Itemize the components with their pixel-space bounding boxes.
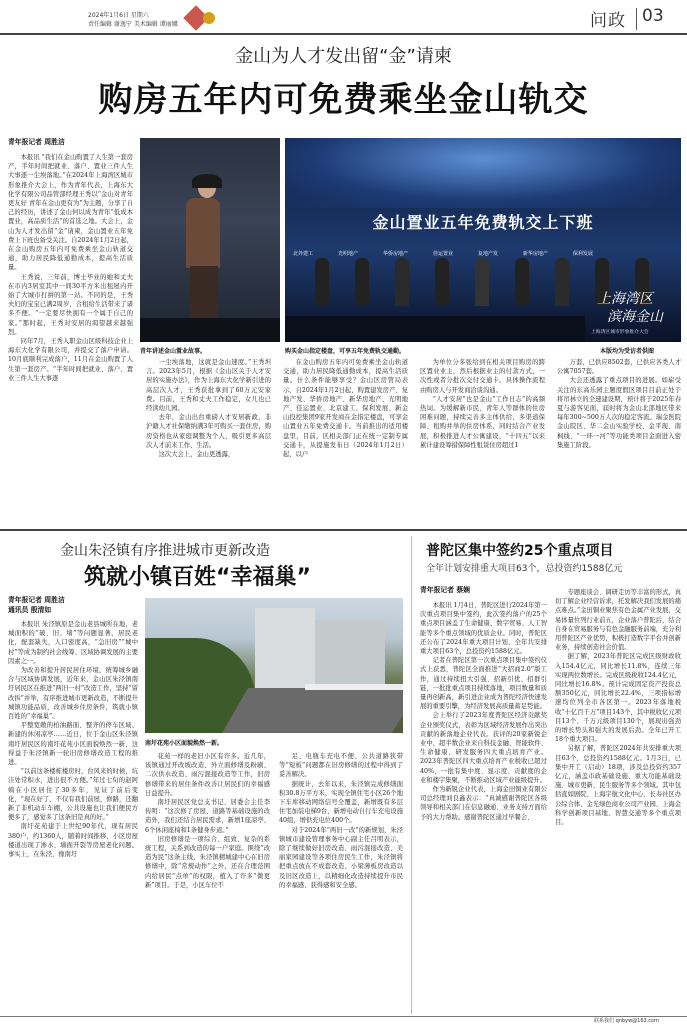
stage-label: 光明地产	[337, 251, 358, 257]
footer-rule	[0, 1016, 687, 1017]
stage-label: 保利发展	[572, 251, 593, 257]
lead-col-4: 为单位分多张给到在相关项目购房的跨区置业业主，然后根据业主的付款方式，一次性或者分批次交付交通卡。具体操作流程由购房人与开发商洽谈沟通。 “人才安居”也是金山“工作日志”的高频热词。为缓解新市民、青年人等群体的住房困难问题，持续完善多主体供给、多渠道保障、租购并举的住房体系，同时结合产业发展，积极推进人才公寓建设，“十四五”以来累计建设筹措保障性租赁住房超过1	[420, 359, 545, 449]
column-divider	[411, 536, 412, 1014]
lead-col-5: 万套，已供应8502套，已供应各类人才公寓7057套。 大会还透露了重点项目的进展。如崭受关注的东高乐园主题度假区项目目前正处于将吊林立的全速建设期，预计将于2025年春夏与游客见面，届时将为金山北部地区带来每年300~500万人次的稳定客流。瑞金医院金山院区、华二金山实验学校、金平现、南枫线、“一环一河”等功能类项目金面进入密集施工阶段。	[557, 359, 681, 449]
article2-col-4: 足、电瓶车充电不便、公共道路狭带等“短板”问题都在旧房修缮的过程中得到了妥善解决。 据统计，去年以来，朱泾镇完成修缮面积30.8万平方米，实现全镇住宅小区26个地下车库移动网络信号全覆盖，新增既有多层住宅加装电梯9台，新增电动自行车充电设施40组，增供充电位400个。 对于2024年“两旧一改”的新规划，朱泾镇城市建设管理事务中心副主任吕明表示，除了继续做好旧房改造、雨污混接改造、美丽家园建设等各项住房民生工作，朱泾镇将把重点放在不成套改造、小梁薄板房改造以及旧区改造上，以精细化改造持续提升市民的幸福感、获得感和安全感。	[279, 753, 403, 889]
article2-byline-2: 通讯员 殷清如	[8, 606, 52, 614]
photo-credit: 本版均为受访者供图	[600, 348, 655, 355]
article2-headline: 筑就小镇百姓“幸福巢”	[84, 565, 311, 590]
article2-kicker: 金山朱泾镇有序推进城市更新改造	[60, 543, 270, 559]
section-title: 问政	[590, 11, 626, 31]
section-rule	[0, 529, 687, 531]
photo-neighborhood-caption: 南圩花苑小区面貌焕然一新。	[145, 740, 224, 747]
article3-col-1: 本报讯 1月4日，普陀区进行2024年第一次重点项目集中签约，此次签约落户的25个重点项目涵盖了生命健康、数字贸易、人工智能等多个重点领域的优质企业。同时，普陀区还公布了2024年重大项目计划，全年共安排重大项目63个，总投资约1588亿元。 记者在普陀区第一次重点项目集中签约仪式上获悉，普陀区全面推进“大招商2.0”版工作，通过持续扭大引强、招新引优、招群引链，一批批重点项目持续落地，项目数量和质量再创新高，新引进企业成为普陀经济快速发展的重要引擎，为经济发展高质量蓄足势能。 会上举行了2023年度普陀区经济贡献奖企业颁奖仪式，表彰为区域经济发展作出突出贡献的新落地企业代表。获评的20家新锐企业中，超半数企业来自科技金融、智能软件、生命健康、研发服务四大重点培育产业。2023年普陀区四大重点培育产业税收已超过40%，一批有集中度、显示度、贡献度的企业和楼宇集聚，不断推动区域产业能级提升。 作为新锐企业代表，上海金田铜业有限公司总经理刘良鑫表示：“真诚感谢普陀区各级领导和相关部门在信息融通、业务支持方面给予的大力帮助。感谢普陀区通过早餐会、	[420, 602, 547, 821]
stage-label: 华侨房地产	[382, 251, 408, 257]
stage-brand-line2: 滨海金山	[607, 309, 663, 325]
stage-brand-line1: 上海湾区	[597, 291, 653, 307]
article2-col-1: 本报讯 朱泾镇原是金山老县城所在地，老城面积的“破、旧、堵”等问题显著，居民老化，配套缺失，人口密度高，“急旧房”“城中村”等成为制约社会线筹、区域协调发展的主要因素之一。 为改善和提升居民居住环境，统筹城乡融合与区域协调发展，近年来，金山区朱泾镇南圩居民区在推进“两旧一村”改造工作，坚持“留改拆”并举，有序推进城市更新改造，不断提升城镇功能品质，改善城乡住房条件，筑就小镇百姓的“幸福巢”。 平整宽敞的柏油路面、整齐的停车区域、新建的休闲凉亭……近日，位于金山区朱泾镇南圩居民区的南圩花苑小区面貌焕然一新，这得益于朱泾镇新一轮旧房修缮改造工程的推进。 “以前这条楼栋楼房时，台风来的时候，坑洼处常积水，进出很不方便。”年过七旬的赵阿姨在小区居住了30多年，见证了前后变化，“现在好了，不仅有我们前屋，修路，还翻新了非机动车车棚，公共设施也让我们便民方便多了，感觉多了这条旧是真的好。” 南圩花苑建于上世纪90年代，现有居民380户，约1360人，随着时间推移，小区房屋楼道出现了渗水、墙面开裂等房屋老化问题。事实上，在朱泾，像南圩	[8, 621, 138, 859]
article2-byline-1: 青年报记者 周胜洁	[8, 596, 65, 604]
page-number: 03	[642, 6, 664, 26]
stage-label: 新华房地产	[522, 251, 548, 257]
header-rule	[0, 33, 687, 35]
article3-headline: 普陀区集中签约25个重点项目	[426, 543, 614, 559]
article3-col-2: 专题座谈会、调研走访等丰富的形式，真切了解企业经营诉求，托发解决我们发展的痛点难点。”金田铜业聚焦有色金属产业发展，交易体量位列行业前五，企业落户普陀后，结合自身在贸易服务与有色金融服务前端，充分利用普陀区产业优势，积极打造数字平台并创新业务，持续创造社会价值。 据了解，2023年普陀区完成区级财政收入154.4亿元，同比增长11.8%，连续三年实现两位数增长。完成区级税收124.4亿元，同比增长16.8%。预计完成固定资产投资总额350亿元，同比增长22.4%，三项指标增速均位列全市各区第一。2023年落地税收“十亿百千万”项目143个，其中税收亿元项目13个、千万元级项目130个，展现出强劲的增长势头和强大的发展后劲。全年已开工18个重大项目。 另据了解，普陀区2024年共安排重大项目63个，总投资约1588亿元。1月3日，已集中开工（启动）18项，涉及总投资约357亿元，涵盖市政基础设施、重大功能基础设施、城市更新、民生服务等多个领域。其中包括直如剧院、上海宇航文化中心、长寿社区办公综合体、金光绿色商业公司产业园、上海金科学创新项目基地、智慧交通等多个重点项目。	[555, 589, 681, 827]
newspaper-logo	[183, 8, 221, 28]
stage-title: 金山置业五年免费轨交上下班	[372, 213, 594, 232]
lead-col-1: 本报讯 “我们在金山购置了人生第一套房产，半年时间把就业、落户、置业三件人生大事逐一尘埃落地。”在2024年上海湾区城市形象推介大会上，作为青年代表，上海东大化学有限公司品管部经理王秀以“金山对青年更友好 青年在金山更有为”为主题，分享了自己的经历，讲述了金山何以成为青年“低成本置业，高品质生活”的首选之地。大会上，金山为人才发出留“金”请柬，金山置业五年免费上下班也备受关注。自2024年1月2日起，在金山购房五年内可免费乘坐金山轨道交通，助力居民降低通勤成本，提高生活质量。 王秀说，三年前，博士毕业的她和丈夫在市内3居室其中一间30平方米出租屋内开始了大城市打拼的第一站。不同的是，王秀夫妇的宝宝已满2周岁，合租给生活带来了诸多不便。“一定要尽快拥有一个属于自己的家。”那时起，王秀对安居的渴望越来越强烈。 同年7月，王秀入职金山区级科技企业上海东大化学有限公司，并提交了落户申请。10月底顺利完成落户，11月在金山购置了人生第一套房产。“半年时间把就业、落户、置业三件人生大事逐	[8, 154, 133, 382]
header-date: 2024年1月6日 星期六	[88, 12, 149, 19]
stage-brand-sub: 上海湾区城市形象推介大会	[591, 330, 649, 335]
stage-label: 北外建工	[293, 251, 314, 257]
stage-label: 复地产发	[477, 251, 498, 257]
footer-contact: 联系我们 qnbyw@163.com	[594, 1018, 659, 1024]
article3-byline: 青年报记者 蔡娴	[420, 586, 470, 594]
section-divider	[636, 8, 637, 30]
photo-stage-caption: 购买金山指定楼盘，可享五年免费轨交通勤。	[285, 348, 406, 355]
photo-neighborhood	[145, 598, 403, 733]
stage-label: 佳运置业	[432, 251, 453, 257]
lead-col-2: 一尘埃落地，这就是金山速度。”王秀坦言。2023年5月，根据《金山区关于人才安居的实施办法》，作为上海东大化学新引进的高层次人才，王秀获批拿到了60万元安家费。目前，王秀和丈夫工作稳定，女儿也已经读幼儿园。 去年，金山出台重磅人才安居新政，非沪籍人才社保缴纳满3年可购买一套住房，购房资格也从家庭调整为个人，吸引更多高层次人才前来工作、生活。 这次大会上，金山更透露，	[146, 359, 271, 459]
lead-col-3: 在金山购房五年内可免费乘坐金山轨道交通，助力居民降低通勤成本，提高生活质量。什么条件能够享受？金山区房管局表示，自2024年1月2日起，购置建发房产、复地产发、华侨房地产、新华房地产、光明地产、佳运置业、北京建工、保利发展、新金山投控集团9家开发商在金指定楼盘，可享金山置业五年免费交通卡。当前推出的适用楼盘里，目前，区相关部门正在统一定制专属交通卡，从提施发布日（2024年1月2日）起，以户	[283, 359, 408, 459]
lead-byline: 青年报记者 周胜洁	[8, 138, 65, 146]
header-editors: 责任编辑 谢逸宁 美术编辑 谭丽娜	[88, 21, 178, 28]
photo-stage	[285, 138, 681, 342]
photo-speaker	[140, 138, 280, 342]
photo-speaker-caption: 青年讲述金山置业故事。	[140, 348, 207, 355]
lead-kicker: 金山为人才发出留“金”请柬	[235, 46, 452, 67]
article3-subhead: 全年计划安排重大项目63个，总投资约1588亿元	[426, 564, 623, 574]
article2-col-3: 花苑一样的老旧小区有许多。近几年，该镇通过开改坡改造、外立面修缮及粉刷、二次供水改造、雨污混接改造等工作，旧房修缮带来的居住条件改善让居民们的幸福感日益提升。 南圩居民区党总支书记、居委会主任李传明：“这次修了房屋、道路等基础设施的改造外，我们还结合居民需求，新增1座凉亭、6个休闲座椅和1条健身步道。” 旧房修缮是一项综合、组致、复杂的系统工程，关系到改造的每一户家庭。围绕“改造为民”这条主线，朱泾镇精城建中心在旧房修缮中，除“常规动作”之外，还在合理范围内给居民“点单”的权限，植入了许多“微更新”项目。于是，小区车位不	[145, 753, 270, 889]
lead-headline: 购房五年内可免费乘坐金山轨交	[98, 80, 589, 120]
